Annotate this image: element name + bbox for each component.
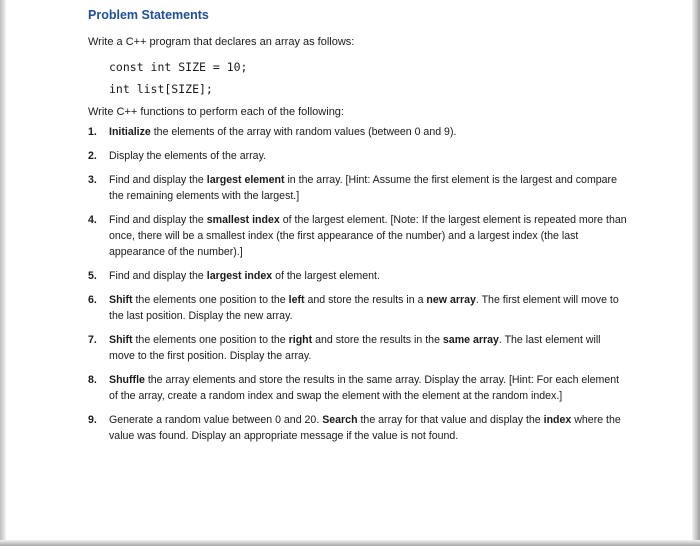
intro2-text: Write C++ functions to perform each of the following: bbox=[88, 106, 344, 118]
task-text-bold: Shift bbox=[109, 334, 133, 346]
task-item bbox=[88, 212, 628, 260]
task-text: the elements of the array with random values (between 0 and 9). bbox=[150, 126, 457, 138]
task-item bbox=[88, 412, 628, 444]
task-item bbox=[88, 172, 628, 204]
task-text-bold: right bbox=[288, 334, 313, 346]
task-list bbox=[88, 124, 628, 444]
page-edge-right bbox=[692, 0, 700, 546]
page-edge-left bbox=[0, 0, 6, 546]
code-line-2: int list[SIZE]; bbox=[109, 82, 213, 96]
task-number: 3. bbox=[88, 174, 97, 186]
task-item bbox=[88, 332, 628, 364]
task-number: 6. bbox=[88, 294, 97, 306]
task-text-bold: smallest index bbox=[206, 214, 280, 226]
task-number: 9. bbox=[88, 414, 97, 426]
task-text-bold: same array bbox=[442, 334, 499, 346]
task-number: 1. bbox=[88, 126, 97, 138]
task-text: of the largest element. [Note: If the largest element is repeated more than once, there will be a smallest index (the first appearance of the number) and a largest index (the last appearance of the number).] bbox=[109, 214, 627, 258]
task-text: the array elements and store the results in the same array. Display the array. [Hint: For each element of the array, create a random index and swap the element with the element at the random index.] bbox=[109, 374, 620, 402]
task-text: the array for that value and display the bbox=[357, 414, 544, 426]
task-text: Display the elements of the array. bbox=[109, 150, 267, 162]
document-title: Problem Statements bbox=[88, 8, 209, 22]
task-number: 7. bbox=[88, 334, 97, 346]
task-number: 4. bbox=[88, 214, 97, 226]
intro-text: Write a C++ program that declares an array as follows: bbox=[88, 36, 355, 48]
task-item bbox=[88, 268, 628, 284]
task-text-bold: Shift bbox=[109, 294, 133, 306]
task-number: 2. bbox=[88, 150, 97, 162]
task-text: in the array. [Hint: Assume the first element is the largest and compare the remaining elements with the largest.] bbox=[109, 174, 617, 202]
task-text: and store the results in the bbox=[312, 334, 443, 346]
task-text: Generate a random value between 0 and 20. bbox=[109, 414, 323, 426]
task-text: Find and display the bbox=[109, 214, 207, 226]
task-text-bold: Search bbox=[322, 414, 358, 426]
task-text: of the largest element. bbox=[272, 270, 380, 282]
task-text-bold: new array bbox=[426, 294, 476, 306]
task-text-bold: left bbox=[288, 294, 305, 306]
task-text: . The last element will move to the first position. Display the array. bbox=[109, 334, 601, 362]
code-line-1: const int SIZE = 10; bbox=[109, 60, 248, 74]
page-edge-bottom bbox=[0, 540, 700, 546]
task-text: where the value was found. Display an appropriate message if the value is not found. bbox=[109, 414, 621, 442]
task-text: and store the results in a bbox=[304, 294, 427, 306]
task-text-bold: largest index bbox=[206, 270, 273, 282]
task-number: 5. bbox=[88, 270, 97, 282]
task-text: the elements one position to the bbox=[132, 334, 289, 346]
task-item bbox=[88, 372, 628, 404]
task-text: Find and display the bbox=[109, 174, 207, 186]
task-text: the elements one position to the bbox=[132, 294, 289, 306]
task-text-bold: index bbox=[543, 414, 572, 426]
task-item bbox=[88, 292, 628, 324]
task-number: 8. bbox=[88, 374, 97, 386]
task-text-bold: largest element bbox=[206, 174, 285, 186]
document-body bbox=[88, 8, 628, 452]
task-text: Find and display the bbox=[109, 270, 207, 282]
task-text: . The first element will move to the last position. Display the new array. bbox=[109, 294, 619, 322]
task-item bbox=[88, 148, 628, 164]
task-text-bold: Initialize bbox=[109, 126, 151, 138]
task-text-bold: Shuffle bbox=[109, 374, 145, 386]
task-item bbox=[88, 124, 628, 140]
